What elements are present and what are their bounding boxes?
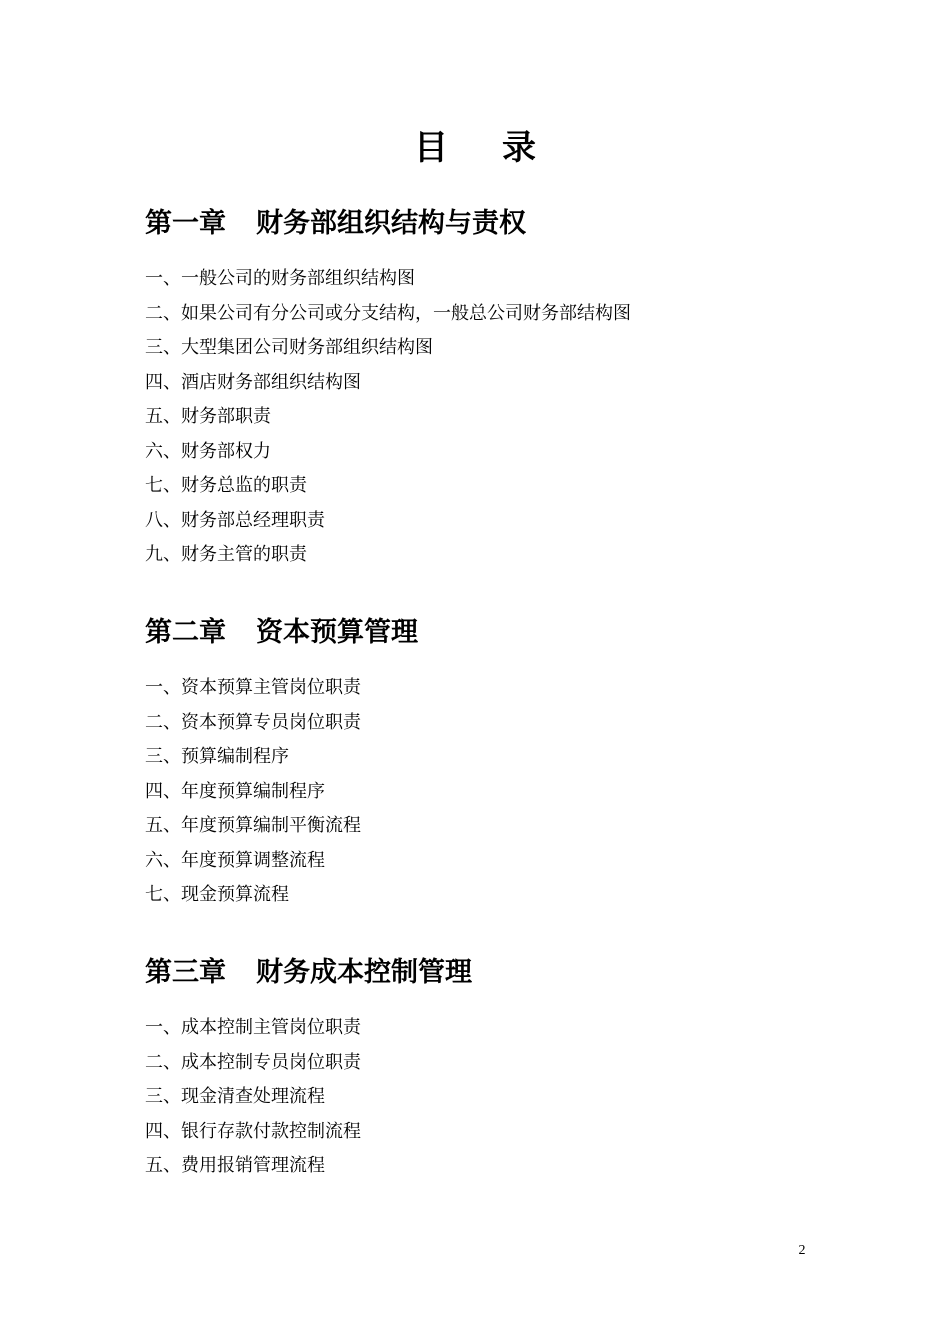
toc-item[interactable]: 二、成本控制专员岗位职责	[145, 1051, 361, 1073]
toc-item[interactable]: 三、预算编制程序	[145, 746, 289, 767]
toc-item[interactable]: 五、财务部职责	[145, 406, 271, 427]
chapter-number: 第三章	[145, 957, 226, 988]
chapter-3	[145, 955, 845, 1184]
chapter-items	[145, 1011, 845, 1184]
chapter-name: 财务部组织结构与责权	[256, 208, 526, 239]
chapter-2	[145, 615, 845, 913]
chapter-heading	[145, 615, 845, 651]
toc-item[interactable]: 一、资本预算主管岗位职责	[145, 677, 361, 698]
toc-item[interactable]: 一、一般公司的财务部组织结构图	[145, 268, 415, 289]
toc-item[interactable]: 五、费用报销管理流程	[145, 1155, 325, 1176]
toc-item[interactable]: 七、财务总监的职责	[145, 475, 307, 496]
page-number: 2	[798, 1243, 806, 1258]
chapter-1	[145, 206, 845, 573]
toc-item[interactable]: 九、财务主管的职责	[145, 544, 307, 565]
chapter-items	[145, 262, 845, 573]
chapter-number: 第一章	[145, 208, 226, 239]
chapter-number: 第二章	[145, 617, 226, 648]
chapter-heading	[145, 206, 845, 242]
toc-item[interactable]: 四、银行存款付款控制流程	[145, 1120, 361, 1142]
chapter-items	[145, 671, 845, 913]
toc-item[interactable]: 七、现金预算流程	[145, 884, 289, 905]
toc-item[interactable]: 一、成本控制主管岗位职责	[145, 1017, 361, 1038]
toc-item[interactable]: 六、年度预算调整流程	[145, 849, 325, 871]
toc-item[interactable]: 三、大型集团公司财务部组织结构图	[145, 337, 433, 358]
toc-item[interactable]: 三、现金清查处理流程	[145, 1086, 325, 1107]
chapter-name: 财务成本控制管理	[256, 957, 472, 988]
toc-title-char-1: 目	[414, 128, 448, 168]
toc-item[interactable]: 六、财务部权力	[145, 440, 271, 462]
chapter-name: 资本预算管理	[256, 617, 418, 648]
toc-item[interactable]: 四、酒店财务部组织结构图	[145, 371, 361, 393]
toc-title-char-2: 录	[502, 128, 536, 168]
chapter-heading	[145, 955, 845, 991]
toc-item[interactable]: 二、如果公司有分公司或分支结构，一般总公司财务部结构图	[145, 302, 631, 324]
toc-item[interactable]: 四、年度预算编制程序	[145, 780, 325, 802]
toc-item[interactable]: 八、财务部总经理职责	[145, 509, 325, 531]
toc-item[interactable]: 五、年度预算编制平衡流程	[145, 815, 361, 836]
toc-title	[0, 126, 950, 170]
toc-item[interactable]: 二、资本预算专员岗位职责	[145, 711, 361, 733]
